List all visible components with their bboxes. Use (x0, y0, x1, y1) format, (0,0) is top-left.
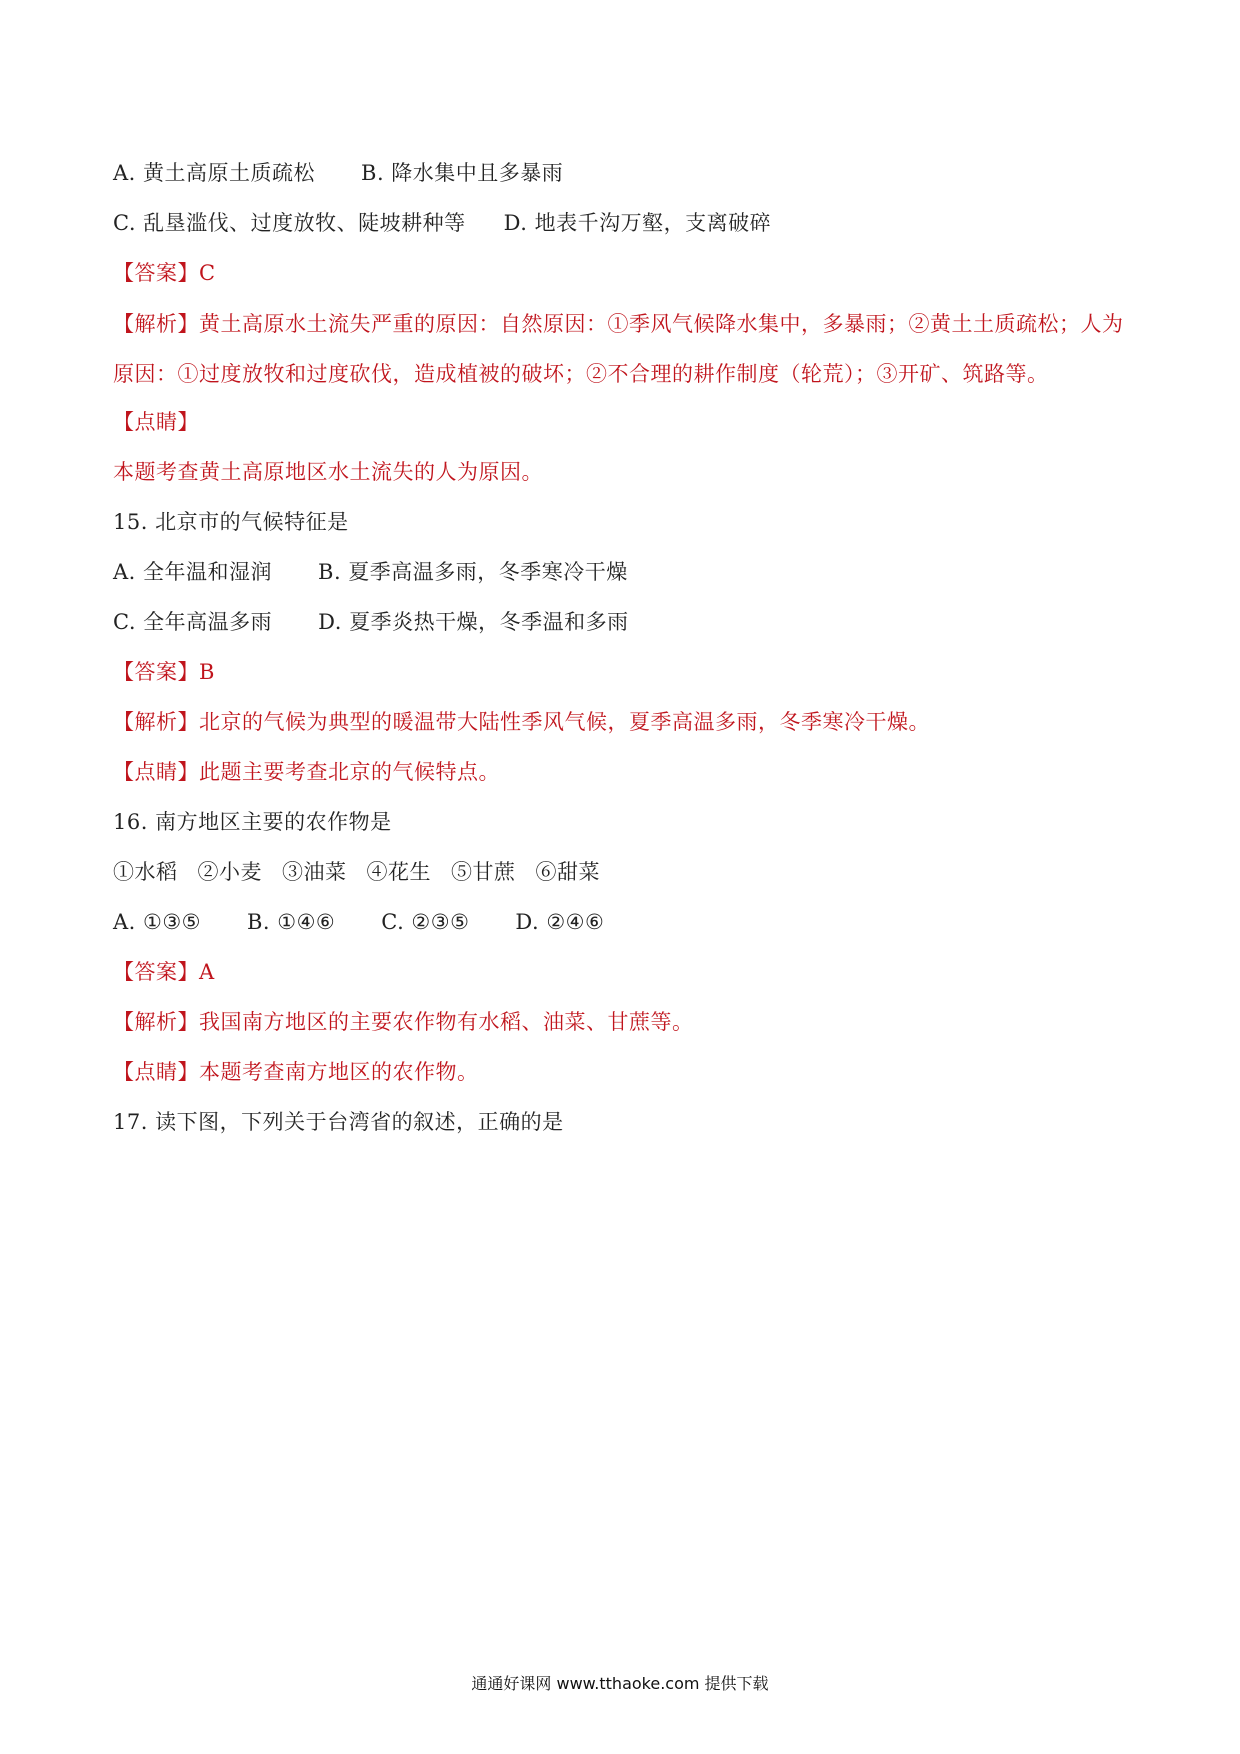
analysis-text: 北京的气候为典型的暖温带大陆性季风气候，夏季高温多雨，冬季寒冷干燥。 (199, 710, 930, 734)
q14-option-c: C. 乱垦滥伐、过度放牧、陡坡耕种等 (113, 211, 466, 235)
q14-option-a: A. 黄土高原土质疏松 (113, 161, 316, 185)
q16-item: ①水稻 (113, 860, 178, 884)
analysis-text: 黄土高原水土流失严重的原因：自然原因：①季风气候降水集中，多暴雨；②黄土土质疏松；人为原因：①过度放牧和过度砍伐，造成植被的破坏；②不合理的耕作制度（轮荒）；③开矿、筑路等。 (113, 312, 1124, 386)
answer-value: B (199, 660, 215, 684)
q14-option-b: B. 降水集中且多暴雨 (361, 161, 564, 185)
q14-comment-label: 【点睛】 (113, 410, 199, 434)
q14-option-d: D. 地表千沟万壑，支离破碎 (503, 211, 772, 235)
q15-comment (113, 758, 500, 786)
comment-text: 本题考查南方地区的农作物。 (199, 1060, 479, 1084)
q16-option-b: B. ①④⑥ (247, 910, 336, 934)
q15-options-row-2 (113, 608, 629, 636)
answer-value: C (199, 261, 216, 285)
q16-stem: 16. 南方地区主要的农作物是 (113, 810, 392, 834)
comment-text: 此题主要考查北京的气候特点。 (199, 760, 500, 784)
q15-option-c: C. 全年高温多雨 (113, 610, 273, 634)
q16-item: ②小麦 (197, 860, 262, 884)
q16-item: ③油菜 (282, 860, 347, 884)
q15-option-d: D. 夏季炎热干燥，冬季温和多雨 (318, 610, 629, 634)
page-footer: 通通好课网 www.tthaoke.com 提供下载 (471, 1674, 769, 1693)
q16-item: ⑤甘蔗 (451, 860, 516, 884)
comment-label: 【点睛】 (113, 760, 199, 784)
q17-stem: 17. 读下图，下列关于台湾省的叙述，正确的是 (113, 1110, 564, 1134)
analysis-label: 【解析】 (113, 312, 199, 336)
q16-option-d: D. ②④⑥ (515, 910, 605, 934)
q16-option-c: C. ②③⑤ (381, 910, 470, 934)
q16-answer (113, 958, 215, 986)
q15-options-row-1 (113, 558, 628, 586)
q16-comment (113, 1058, 479, 1086)
q15-option-b: B. 夏季高温多雨，冬季寒冷干燥 (318, 560, 628, 584)
answer-label: 【答案】 (113, 960, 199, 984)
q15-stem: 15. 北京市的气候特征是 (113, 510, 349, 534)
q14-options-row-1 (113, 159, 563, 187)
analysis-label: 【解析】 (113, 710, 199, 734)
q14-options-row-2 (113, 209, 771, 237)
answer-label: 【答案】 (113, 261, 199, 285)
analysis-label: 【解析】 (113, 1010, 199, 1034)
answer-value: A (199, 960, 215, 984)
q15-answer (113, 658, 215, 686)
q16-analysis (113, 1008, 694, 1036)
q16-items (113, 858, 600, 886)
answer-label: 【答案】 (113, 660, 199, 684)
q14-comment: 本题考查黄土高原地区水土流失的人为原因。 (113, 460, 543, 484)
q15-option-a: A. 全年温和湿润 (113, 560, 273, 584)
q14-answer (113, 259, 216, 287)
q14-analysis (113, 299, 1125, 399)
q16-item: ⑥甜菜 (535, 860, 600, 884)
comment-label: 【点睛】 (113, 1060, 199, 1084)
q16-options (113, 908, 604, 936)
q16-option-a: A. ①③⑤ (113, 910, 201, 934)
q15-analysis (113, 708, 930, 736)
analysis-text: 我国南方地区的主要农作物有水稻、油菜、甘蔗等。 (199, 1010, 694, 1034)
q16-item: ④花生 (366, 860, 431, 884)
